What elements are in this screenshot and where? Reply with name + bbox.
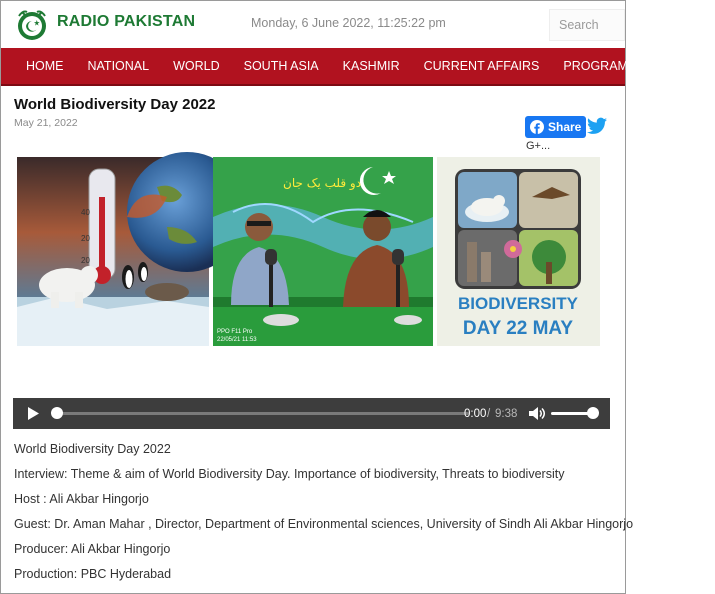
photo-stamp-device: PPO F11 Pro [217, 329, 253, 335]
nav-item-programs[interactable]: PROGRAMS [563, 59, 637, 73]
detail-interview: Interview: Theme & aim of World Biodiversity Day. Importance of biodiversity, Threats to biodiversity [14, 467, 565, 481]
audio-progress-track[interactable] [56, 412, 469, 415]
play-icon[interactable] [27, 407, 39, 420]
poster-title-line2: DAY 22 MAY [462, 318, 574, 339]
detail-guest: Guest: Dr. Aman Mahar , Director, Department of Environmental sciences, University of Sindh Ali Akbar Hingorjo [14, 517, 634, 531]
thermometer-label-40: 40 [81, 208, 90, 217]
nav-item-kashmir[interactable]: KASHMIR [342, 59, 400, 73]
google-plus-share[interactable]: G+... [526, 140, 551, 152]
nav-item-world[interactable]: WORLD [173, 59, 220, 73]
nav-item-south-asia[interactable]: SOUTH ASIA [243, 59, 319, 73]
thermometer-label-20b: 20 [81, 256, 90, 265]
site-header [1, 1, 625, 47]
detail-program-name: World Biodiversity Day 2022 [14, 442, 171, 456]
search-input[interactable] [549, 9, 625, 41]
time-separator: / [487, 408, 491, 420]
detail-host: Host : Ali Akbar Hingorjo [14, 492, 149, 506]
audio-seek-handle[interactable] [51, 407, 63, 419]
studio-banner-text: دو قلب یک جان [283, 176, 362, 190]
twitter-icon[interactable] [587, 117, 607, 135]
current-datetime: Monday, 6 June 2022, 11:25:22 pm [251, 16, 446, 30]
facebook-share-button[interactable] [525, 116, 586, 138]
site-brand[interactable]: RADIO PAKISTAN [57, 13, 196, 30]
volume-slider-handle[interactable] [587, 407, 599, 419]
facebook-icon [530, 120, 544, 134]
climate-change-image [17, 157, 209, 346]
article-date: May 21, 2022 [14, 117, 78, 129]
detail-producer: Producer: Ali Akbar Hingorjo [14, 542, 171, 556]
biodiversity-day-poster [437, 157, 600, 346]
nav-item-national[interactable]: NATIONAL [87, 59, 150, 73]
total-time: 9:38 [495, 408, 518, 420]
volume-icon[interactable] [529, 406, 545, 421]
radio-pakistan-logo[interactable] [13, 6, 51, 42]
share-label: Share [548, 120, 582, 134]
thermometer-label-20a: 20 [81, 234, 90, 243]
poster-title-line1: BIODIVERSITY [458, 294, 578, 313]
program-details [14, 441, 634, 591]
main-nav [1, 48, 703, 86]
audio-player [13, 398, 610, 429]
studio-interview-photo [213, 157, 433, 346]
photo-stamp-date: 22/05/21 11:53 [217, 337, 257, 343]
nav-item-fm101[interactable]: FM 101 [660, 59, 703, 73]
current-time: 0:00 [464, 408, 487, 420]
nav-item-current-affairs[interactable]: CURRENT AFFAIRS [423, 59, 540, 73]
nav-item-home[interactable]: HOME [26, 59, 64, 73]
article-title: World Biodiversity Day 2022 [14, 96, 216, 113]
detail-production: Production: PBC Hyderabad [14, 567, 172, 581]
